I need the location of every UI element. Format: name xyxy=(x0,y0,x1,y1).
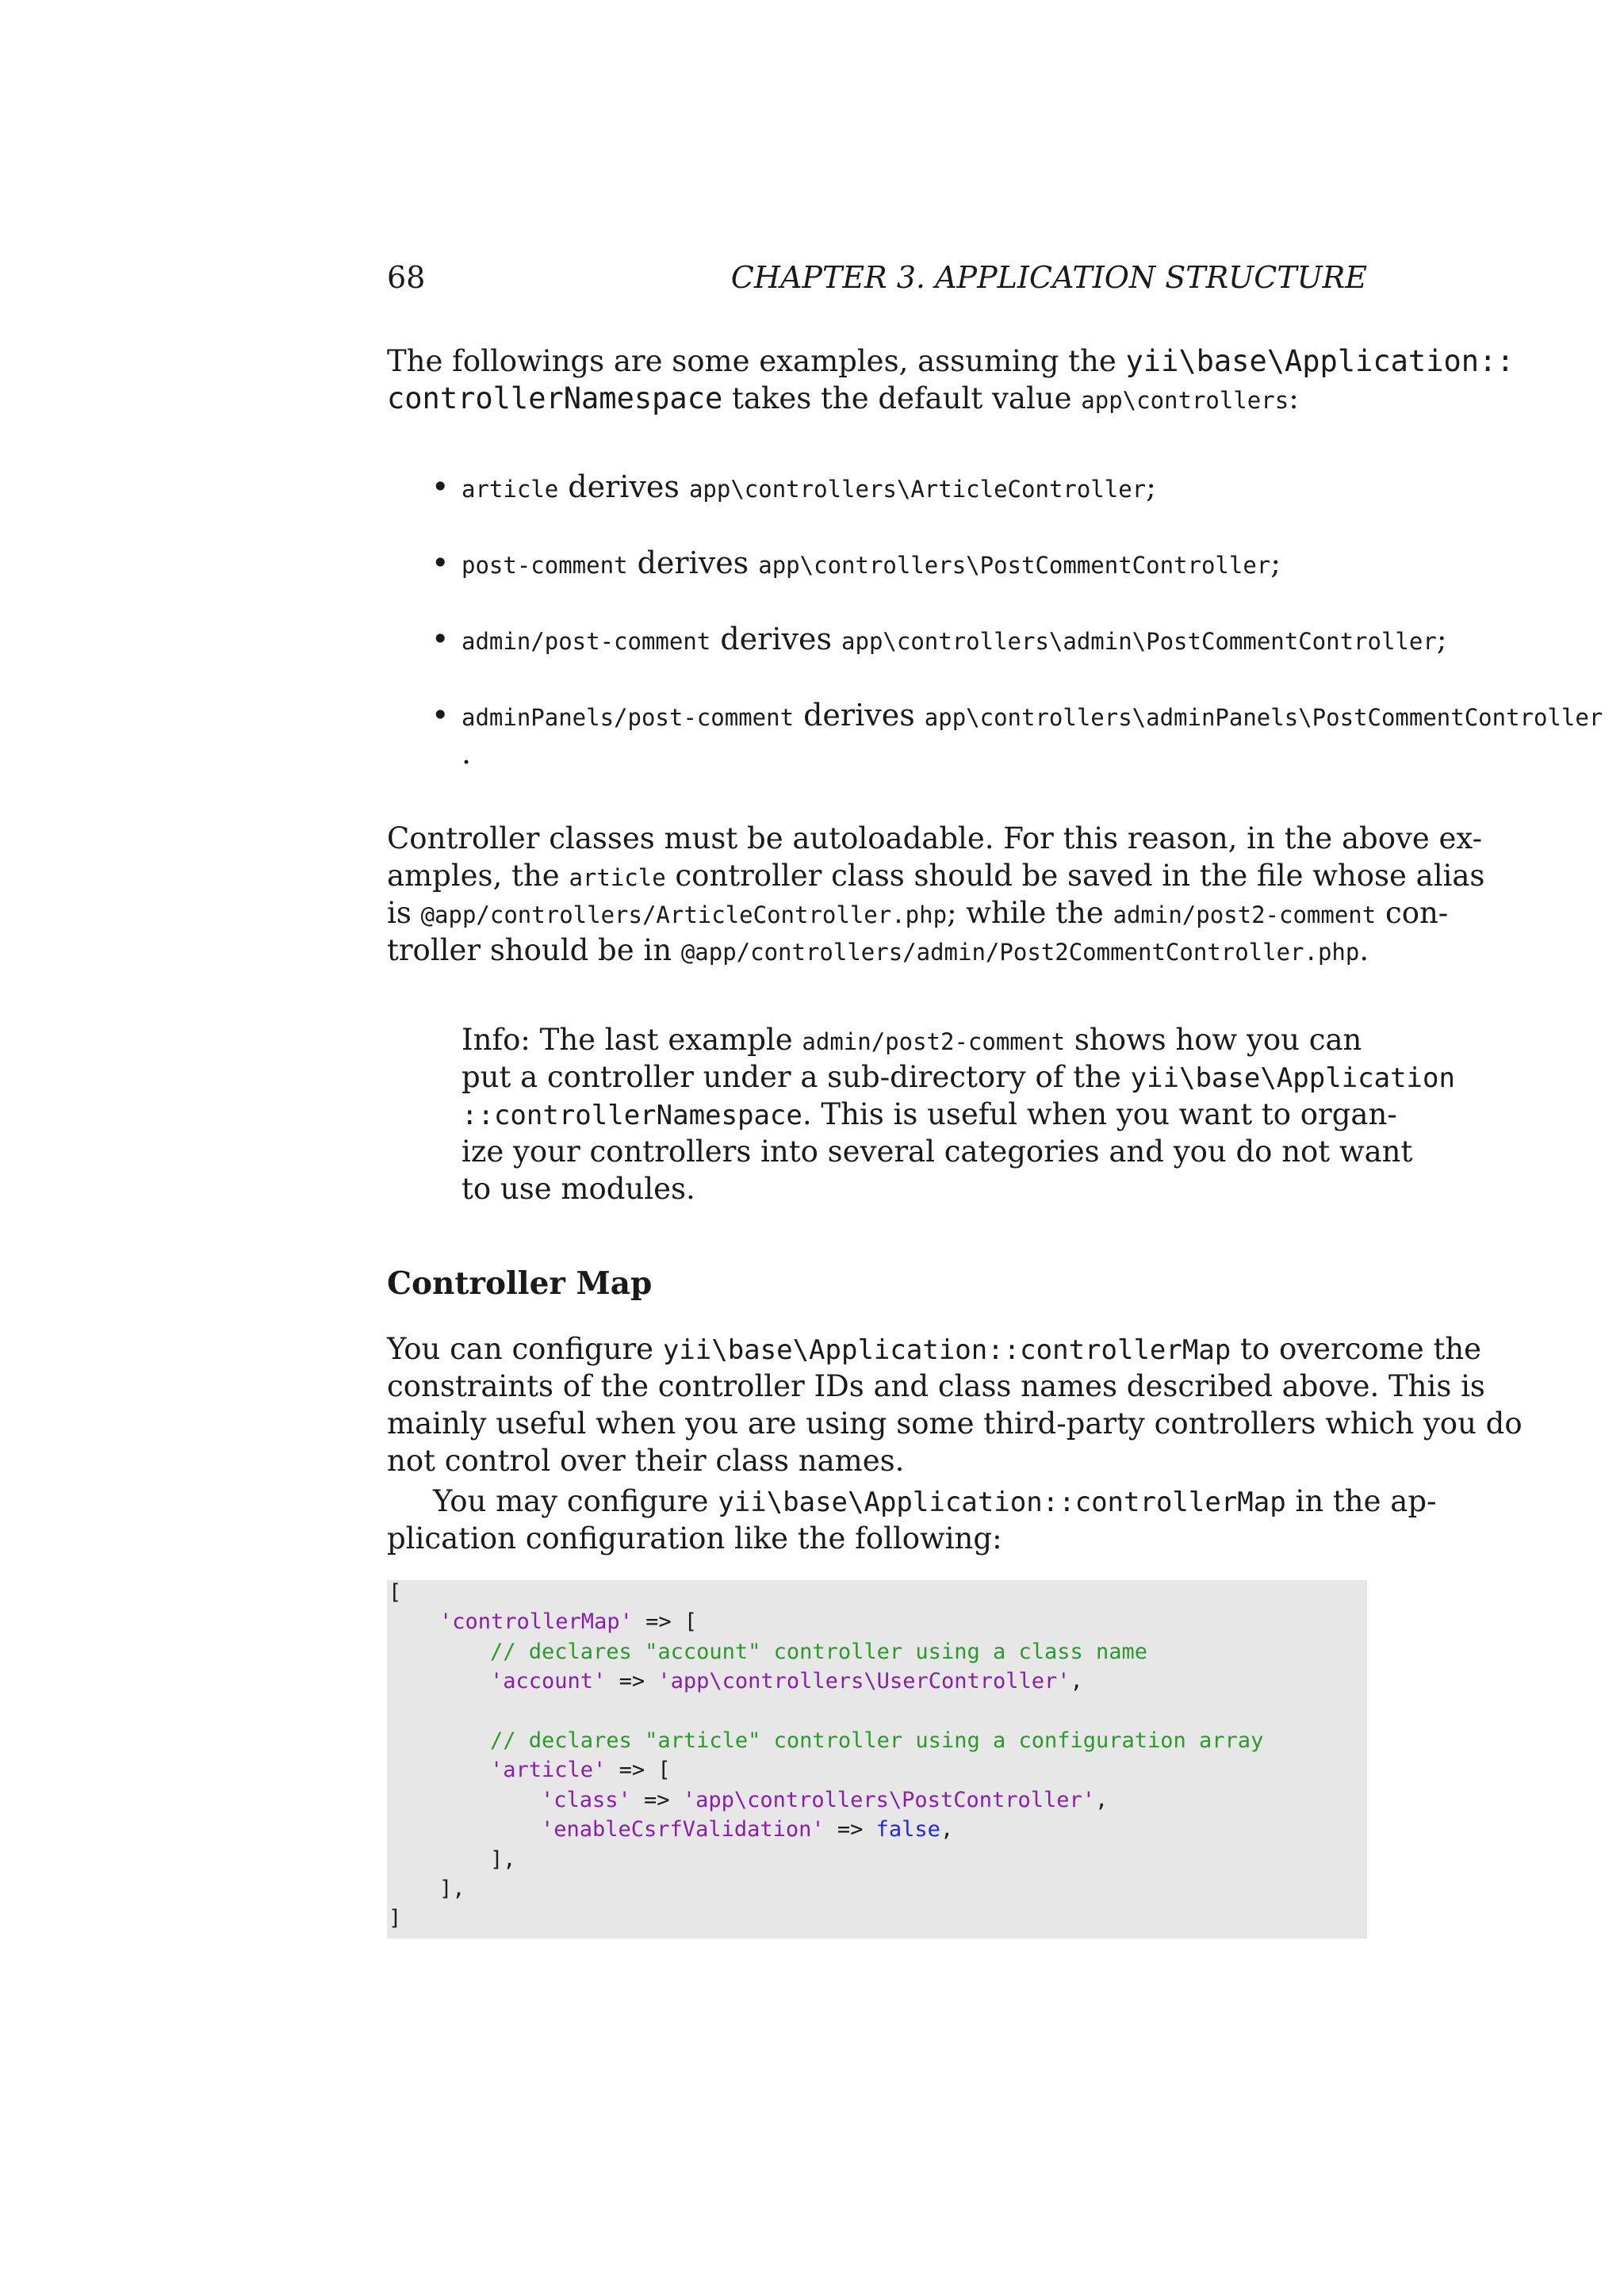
map-line-2: constraints of the controller IDs and class names described above. This is xyxy=(387,1369,1485,1403)
map-line-1: You can configure yii\base\Application::controllerMap to overcome the xyxy=(387,1332,1482,1366)
code-line: ], xyxy=(490,1847,516,1872)
inline-code: ::controllerNamespace xyxy=(462,1100,802,1131)
list-item: admin/post-comment derives app\controllers\admin\PostCommentController; xyxy=(462,622,1447,656)
map2-line-1: You may configure yii\base\Application::controllerMap in the ap- xyxy=(433,1484,1437,1518)
list-item: article derives app\controllers\ArticleController; xyxy=(462,469,1156,504)
bullet-icon: • xyxy=(431,698,450,733)
code-line: ] xyxy=(389,1906,402,1931)
code-line: 'article' => [ xyxy=(490,1758,671,1782)
intro-line-2: controllerNamespace takes the default value app\controllers: xyxy=(387,381,1299,415)
bullet-icon: • xyxy=(431,622,450,656)
code-line: 'enableCsrfValidation' => false, xyxy=(541,1817,954,1842)
inline-code: app\controllers xyxy=(1081,387,1289,414)
info-line-3: ::controllerNamespace. This is useful when you want to organ- xyxy=(462,1097,1397,1131)
chapter-heading: CHAPTER 3. APPLICATION STRUCTURE xyxy=(730,260,1367,295)
autoload-line-1: Controller classes must be autoloadable. For this reason, in the above ex- xyxy=(387,821,1483,855)
inline-code: article xyxy=(569,864,666,891)
code-comment: // declares "article" controller using a configuration array xyxy=(490,1728,1264,1753)
map-line-3: mainly useful when you are using some third-party controllers which you do xyxy=(387,1406,1522,1441)
info-line-2: put a controller under a sub-directory of the yii\base\Application xyxy=(462,1060,1455,1094)
code-comment: // declares "account" controller using a class name xyxy=(490,1640,1148,1664)
bullet-icon: • xyxy=(431,545,450,580)
inline-code: yii\base\Application xyxy=(1130,1062,1455,1094)
inline-code: @app/controllers/admin/Post2CommentController.php xyxy=(680,939,1360,966)
autoload-line-4: troller should be in @app/controllers/admin/Post2CommentController.php. xyxy=(387,933,1369,967)
code-line: 'class' => 'app\controllers\PostController', xyxy=(541,1788,1109,1812)
code-line: 'controllerMap' => [ xyxy=(439,1609,698,1634)
inline-code: admin/post2-comment xyxy=(802,1028,1066,1055)
autoload-line-3: is @app/controllers/ArticleController.php; while the admin/post2-comment con- xyxy=(387,896,1449,930)
inline-code: admin/post2-comment xyxy=(1113,901,1377,928)
code-line: 'account' => 'app\controllers\UserController', xyxy=(490,1669,1083,1693)
autoload-line-2: amples, the article controller class should be saved in the file whose alias xyxy=(387,859,1485,893)
code-line: ], xyxy=(439,1877,465,1901)
list-item: post-comment derives app\controllers\PostCommentController; xyxy=(462,545,1281,580)
code-line: [ xyxy=(389,1580,402,1605)
info-line-5: to use modules. xyxy=(462,1172,695,1206)
inline-code: yii\base\Application::controllerMap xyxy=(718,1487,1286,1518)
inline-code: @app/controllers/ArticleController.php xyxy=(420,901,948,928)
inline-code: controllerNamespace xyxy=(387,381,723,415)
list-item: adminPanels/post-comment derives app\controllers\adminPanels\PostCommentController xyxy=(462,698,1603,733)
code-block xyxy=(387,1580,1367,1938)
list-item-end: . xyxy=(462,736,472,771)
inline-code: yii\base\Application:: xyxy=(1125,344,1515,378)
map-line-4: not control over their class names. xyxy=(387,1444,905,1478)
info-line-4: ize your controllers into several categories and you do not want xyxy=(462,1135,1413,1169)
bullet-icon: • xyxy=(431,469,450,504)
info-line-1: Info: The last example admin/post2-comment shows how you can xyxy=(462,1023,1362,1057)
page-number: 68 xyxy=(387,260,426,295)
intro-line-1: The followings are some examples, assuming the yii\base\Application:: xyxy=(387,344,1515,378)
inline-code: yii\base\Application::controllerMap xyxy=(662,1334,1231,1366)
map2-line-2: plication configuration like the following: xyxy=(387,1521,1002,1556)
section-title: Controller Map xyxy=(387,1265,653,1302)
